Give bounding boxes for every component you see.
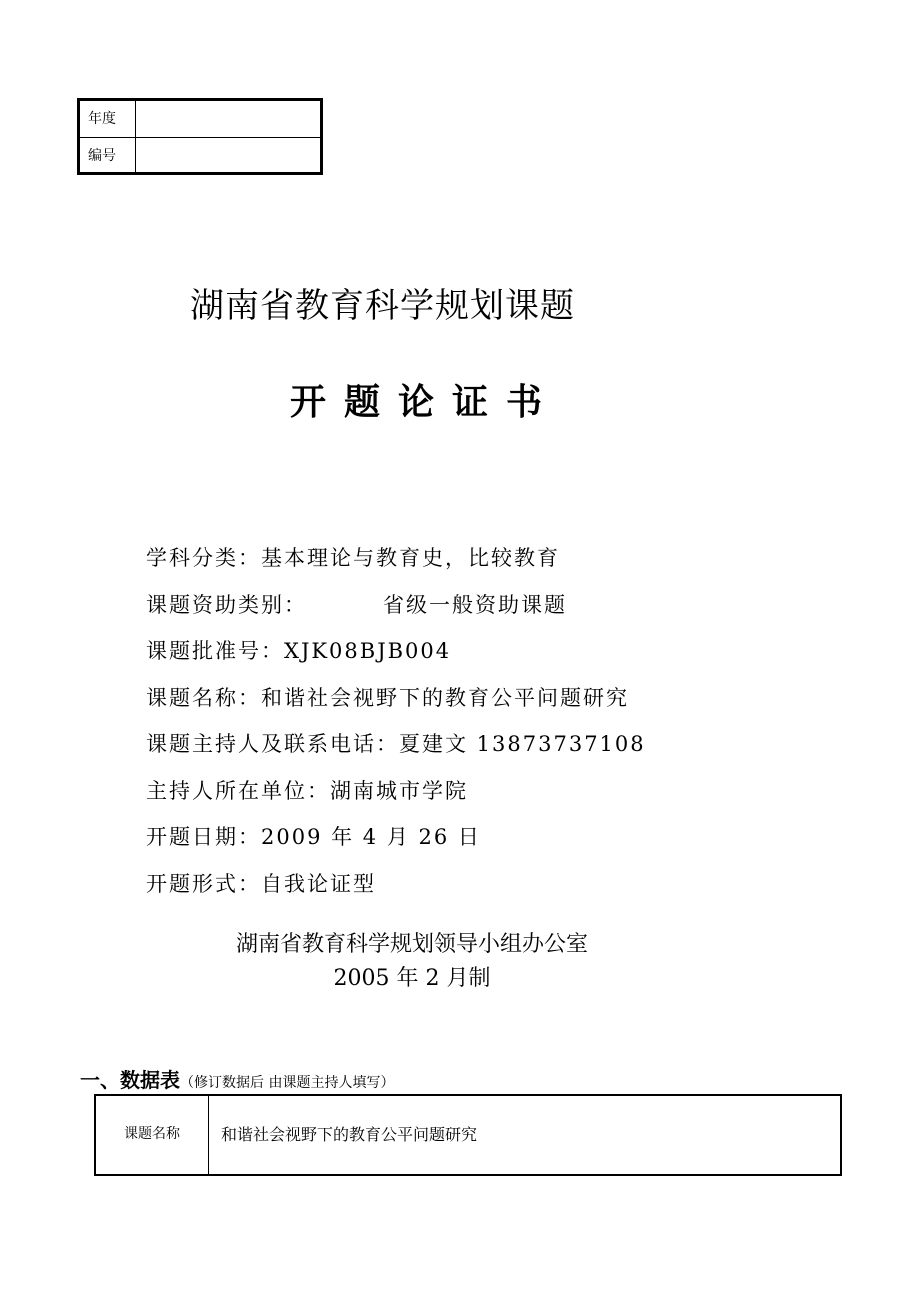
opening-form-line: 开题形式：自我论证型: [146, 871, 376, 896]
host-contact-line: 课题主持人及联系电话：夏建文 13873737108: [146, 732, 646, 756]
number-row: [80, 137, 320, 174]
host-unit-line: 主持人所在单位：湖南城市学院: [146, 778, 468, 803]
data-table: [94, 1094, 842, 1176]
funding-line: [146, 582, 646, 629]
opening-date-line: 开题日期：2009 年 4 月 26 日: [146, 825, 481, 849]
year-label: 年度: [80, 101, 136, 137]
funding-label: 课题资助类别：: [146, 592, 307, 617]
number-label: 编号: [80, 138, 136, 174]
approval-number-line: 课题批准号：XJK08BJB004: [146, 639, 452, 663]
section-heading: [80, 1066, 394, 1097]
topic-name-label: 课题名称: [96, 1096, 209, 1174]
year-number-table: [77, 98, 323, 175]
discipline-line: 学科分类：基本理论与教育史，比较教育: [146, 546, 560, 570]
number-value: [136, 138, 320, 174]
issue-date: 2005 年 2 月制: [333, 966, 491, 991]
topic-name-value: 和谐社会视野下的教育公平问题研究: [221, 1124, 478, 1144]
topic-name-line: 课题名称：和谐社会视野下的教育公平问题研究: [146, 685, 629, 710]
document-subtitle: 开题论证书: [290, 382, 561, 423]
year-row: [80, 101, 320, 137]
document-title: 湖南省教育科学规划课题: [190, 286, 575, 326]
year-value: [136, 101, 320, 137]
issuing-office: [0, 928, 824, 996]
funding-value: 省级一般资助课题: [383, 592, 567, 617]
section-title: 一、数据表: [80, 1068, 180, 1092]
section-note: （修订数据后 由课题主持人填写）: [180, 1075, 395, 1091]
office-name: 湖南省教育科学规划领导小组办公室: [235, 932, 588, 957]
info-block: [146, 535, 646, 907]
